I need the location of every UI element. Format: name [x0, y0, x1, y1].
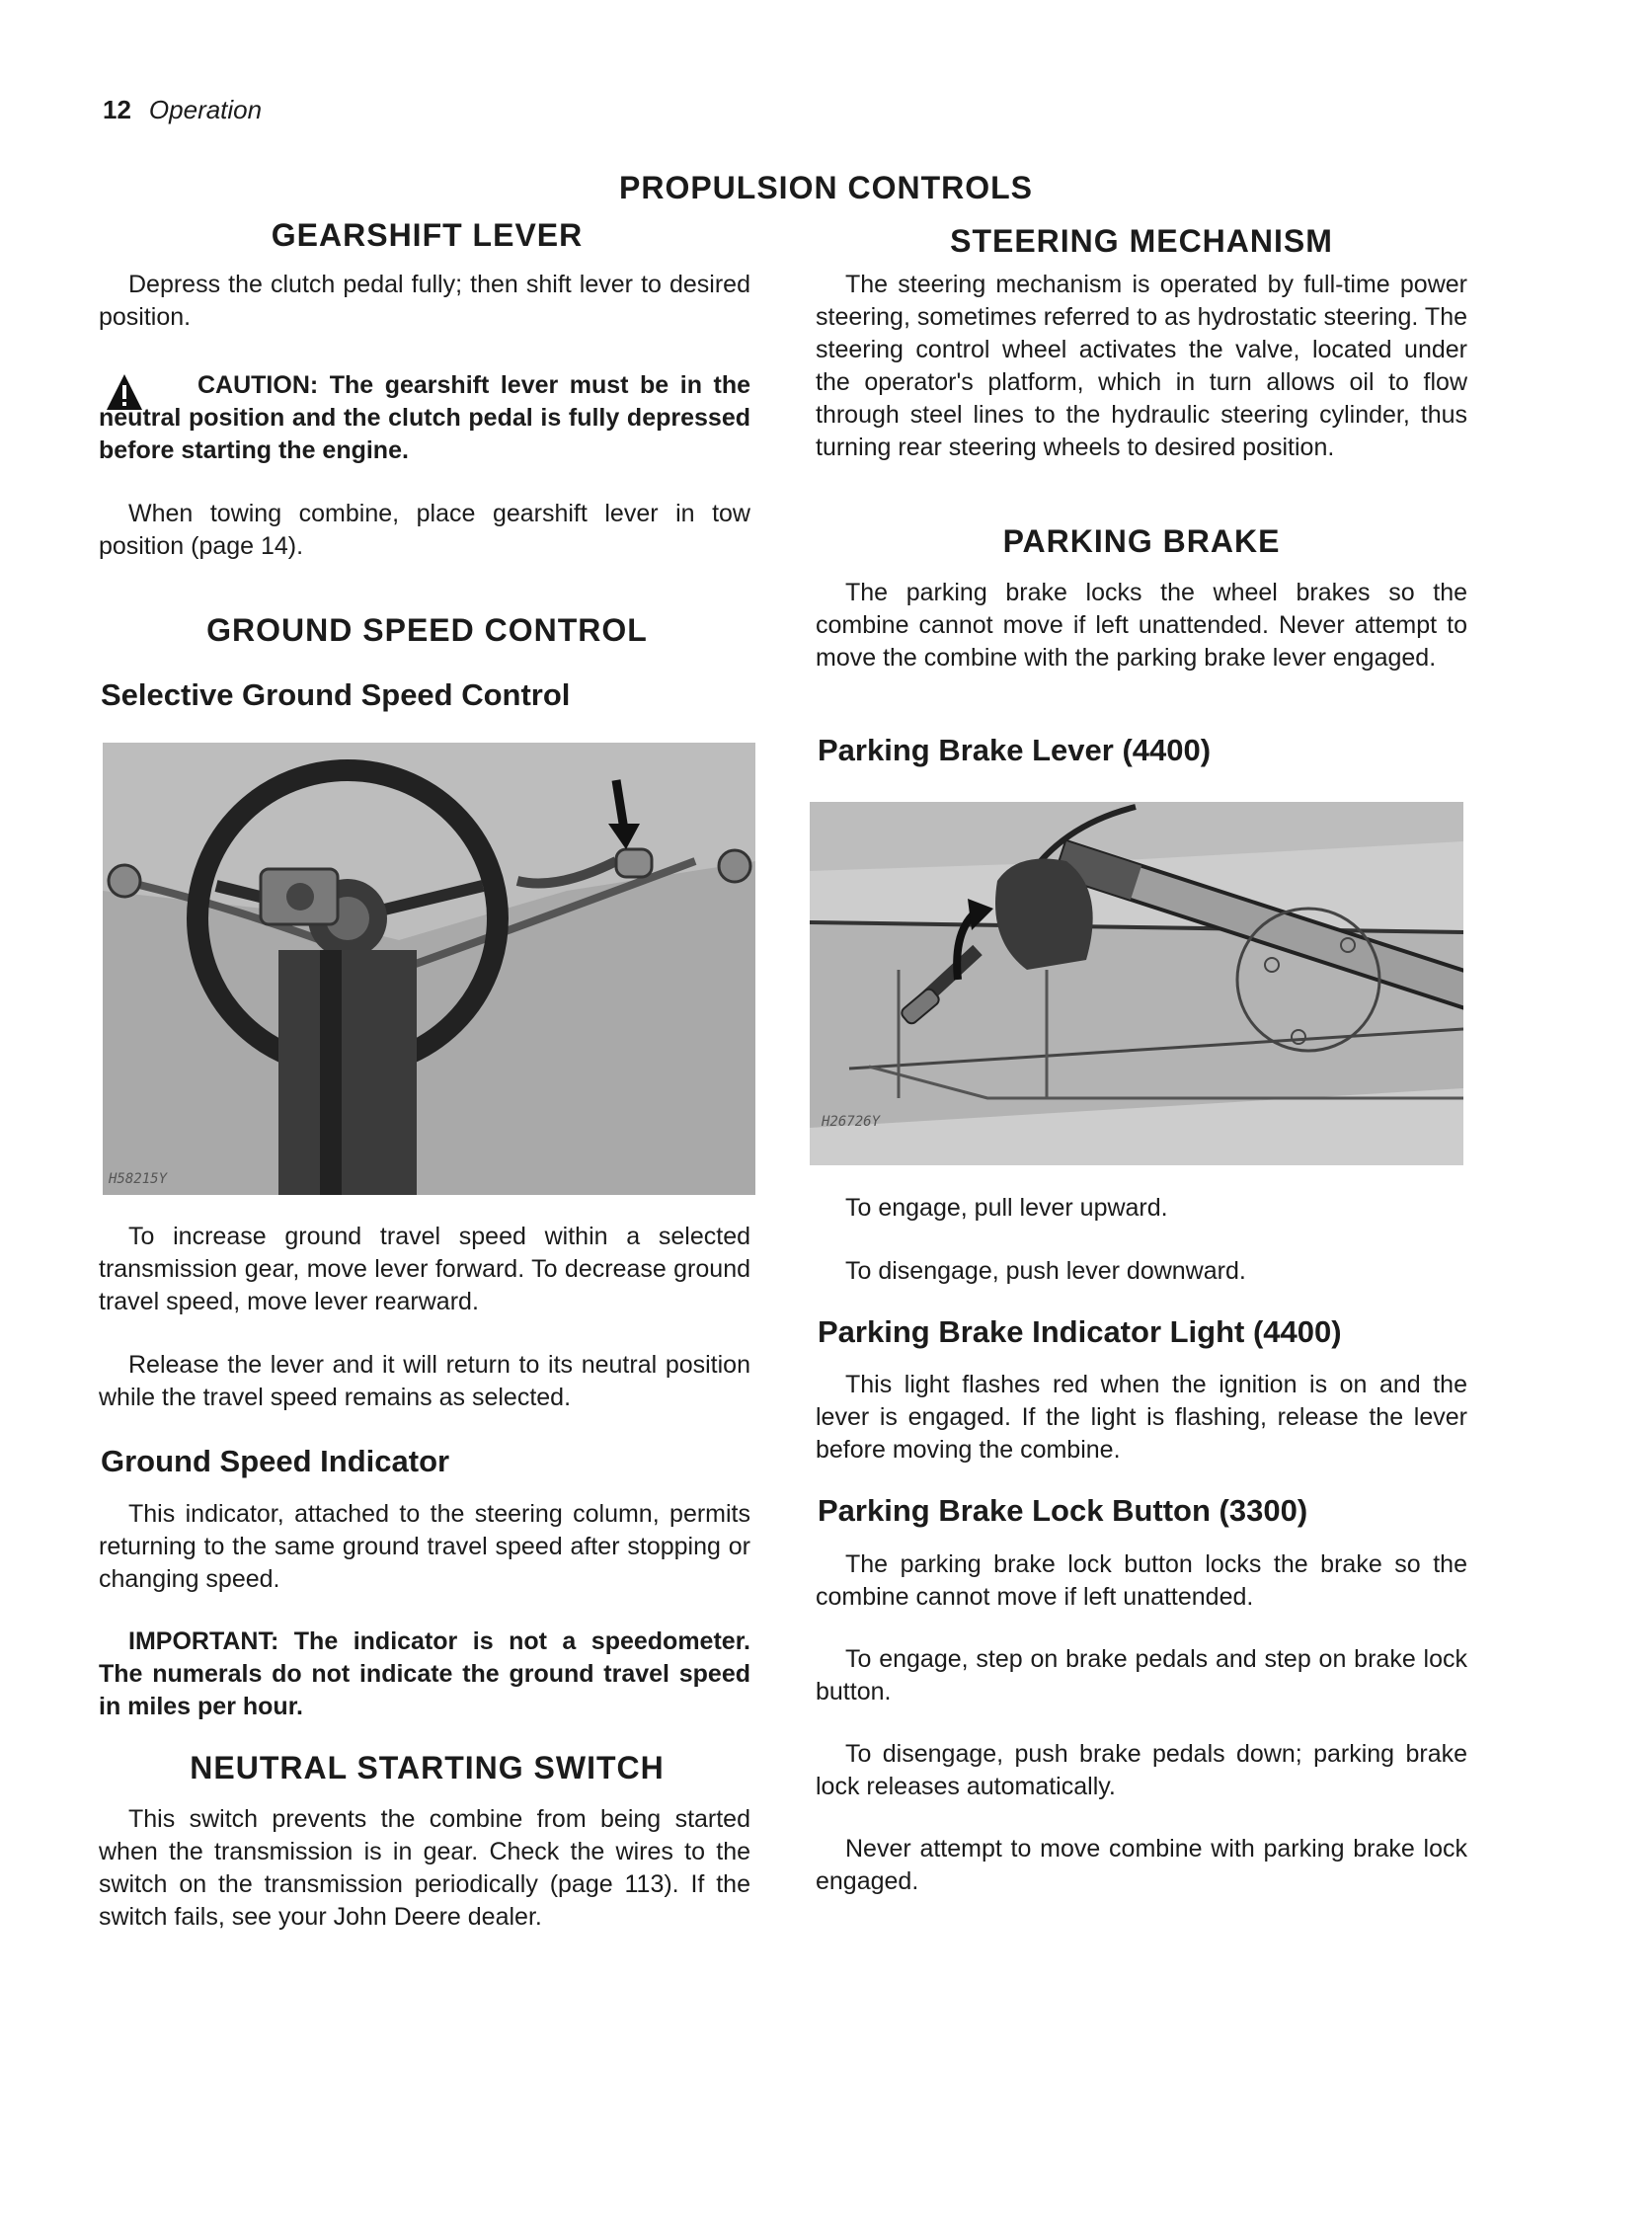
gearshift-lever-heading: GEARSHIFT LEVER: [271, 217, 584, 253]
ground-speed-text-2: Release the lever and it will return to its neutral position while the travel speed remains as selected.: [99, 1351, 750, 1411]
lock-engage-text: To engage, step on brake pedals and step on brake lock button.: [816, 1645, 1467, 1705]
parking-brake-lever-heading: Parking Brake Lever (4400): [818, 733, 1212, 767]
important-note: IMPORTANT: The indicator is not a speedometer. The numerals do not indicate the ground travel speed in miles per hour.: [99, 1627, 750, 1720]
never-attempt-text: Never attempt to move combine with parking brake lock engaged.: [816, 1835, 1467, 1895]
ground-speed-text-1: To increase ground travel speed within a selected transmission gear, move lever forward. To decrease ground travel speed, move lever rearward.: [99, 1223, 750, 1315]
neutral-switch-text: This switch prevents the combine from being started when the transmission is in gear. Check the wires to the switch on the transmission periodically (page 113). If the switch fails, see your John Deere dealer.: [99, 1805, 750, 1931]
neutral-starting-switch-heading: NEUTRAL STARTING SWITCH: [190, 1750, 665, 1785]
lever-engage-text: To engage, pull lever upward.: [845, 1194, 1168, 1222]
parking-brake-text: The parking brake locks the wheel brakes so the combine cannot move if left unattended. Never attempt to move the combine with the parking brake lever engaged.: [816, 579, 1467, 672]
lock-disengage-text: To disengage, push brake pedals down; parking brake lock releases automatically.: [816, 1740, 1467, 1800]
indicator-light-text: This light flashes red when the ignition is on and the lever is engaged. If the light is flashing, release the lever before moving the combine.: [816, 1371, 1467, 1464]
page-header: [103, 95, 262, 125]
parking-brake-lever-photo: [810, 802, 1463, 1165]
steering-mechanism-heading: STEERING MECHANISM: [950, 223, 1333, 259]
page-title: PROPULSION CONTROLS: [618, 170, 1033, 205]
gearshift-text: Depress the clutch pedal fully; then shift lever to desired position.: [99, 271, 750, 331]
section-name: Operation: [148, 95, 263, 124]
indicator-text: This indicator, attached to the steering column, permits returning to the same ground travel speed after stopping or changing speed.: [99, 1500, 750, 1593]
indicator-light-heading: Parking Brake Indicator Light (4400): [818, 1314, 1342, 1349]
page-number: 12: [103, 95, 131, 124]
parking-brake-heading: PARKING BRAKE: [1002, 523, 1281, 559]
photo-code-left: H58215Y: [109, 1171, 168, 1187]
steering-text: The steering mechanism is operated by full-time power steering, sometimes referred to as hydrostatic steering. The steering control wheel activates the valve, located under the operator's platform, which in turn allows oil to flow through steel lines to the hydraulic steering cylinder, thus turning rear steering wheels to desired position.: [816, 271, 1467, 461]
ground-speed-indicator-heading: Ground Speed Indicator: [101, 1444, 450, 1478]
selective-ground-speed-heading: Selective Ground Speed Control: [101, 677, 571, 712]
towing-text: When towing combine, place gearshift lever in tow position (page 14).: [99, 500, 750, 560]
caution-text: CAUTION: The gearshift lever must be in the neutral position and the clutch pedal is fully depressed before starting the engine.: [99, 371, 750, 464]
ground-speed-control-heading: GROUND SPEED CONTROL: [206, 612, 648, 648]
lock-button-text: The parking brake lock button locks the brake so the combine cannot move if left unattended.: [816, 1550, 1467, 1611]
photo-code-right: H26726Y: [822, 1114, 881, 1130]
lock-button-heading: Parking Brake Lock Button (3300): [818, 1493, 1308, 1528]
steering-wheel-photo: [103, 743, 755, 1195]
lever-disengage-text: To disengage, push lever downward.: [845, 1257, 1246, 1285]
